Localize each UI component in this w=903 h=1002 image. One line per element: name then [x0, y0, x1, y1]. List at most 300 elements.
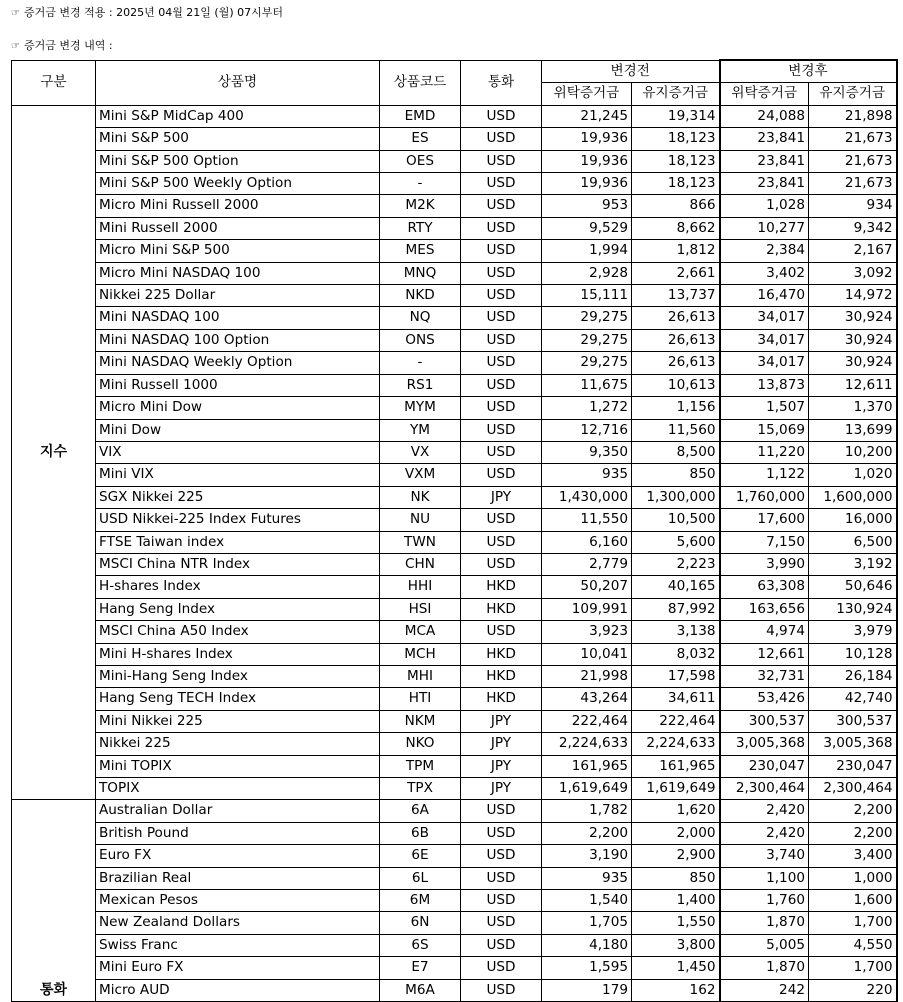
before-initial-margin-cell: 50,207 — [542, 576, 632, 598]
after-maintenance-margin-cell: 3,092 — [809, 262, 897, 284]
product-code-cell: EMD — [380, 105, 461, 127]
after-initial-margin-cell: 1,760,000 — [720, 486, 809, 508]
table-row — [12, 621, 897, 643]
before-initial-margin-cell: 935 — [542, 464, 632, 486]
table-header — [12, 60, 897, 105]
table-row — [12, 464, 897, 486]
currency-cell: HKD — [461, 576, 542, 598]
after-initial-margin-cell: 10,277 — [720, 217, 809, 239]
currency-cell: HKD — [461, 665, 542, 687]
before-maintenance-margin-cell: 1,812 — [632, 240, 720, 262]
before-initial-margin-cell: 9,350 — [542, 441, 632, 463]
after-initial-margin-cell: 24,088 — [720, 105, 809, 127]
currency-cell: HKD — [461, 688, 542, 710]
before-initial-margin-cell: 12,716 — [542, 419, 632, 441]
currency-cell: USD — [461, 374, 542, 396]
before-initial-margin-cell: 19,936 — [542, 128, 632, 150]
before-maintenance-margin-cell: 161,965 — [632, 755, 720, 777]
after-maintenance-margin-cell: 14,972 — [809, 285, 897, 307]
after-maintenance-margin-cell: 1,600 — [809, 890, 897, 912]
table-row — [12, 352, 897, 374]
currency-cell: USD — [461, 262, 542, 284]
before-maintenance-margin-cell: 40,165 — [632, 576, 720, 598]
after-maintenance-margin-cell: 3,192 — [809, 553, 897, 575]
effective-date-note — [11, 6, 283, 21]
product-code-cell: - — [380, 352, 461, 374]
product-name-cell: FTSE Taiwan index — [96, 531, 380, 553]
product-name-cell: Mini Nikkei 225 — [96, 710, 380, 732]
currency-cell: HKD — [461, 643, 542, 665]
before-maintenance-margin-cell: 850 — [632, 464, 720, 486]
currency-cell: USD — [461, 217, 542, 239]
product-code-cell: NQ — [380, 307, 461, 329]
after-initial-margin-cell: 300,537 — [720, 710, 809, 732]
product-name-cell: Micro AUD — [96, 979, 380, 1001]
currency-cell: USD — [461, 128, 542, 150]
before-initial-margin-cell: 1,705 — [542, 912, 632, 934]
before-initial-margin-cell: 2,779 — [542, 553, 632, 575]
currency-cell: USD — [461, 105, 542, 127]
table-row — [12, 307, 897, 329]
table-row — [12, 509, 897, 531]
currency-cell: USD — [461, 352, 542, 374]
table-row — [12, 867, 897, 889]
table-row — [12, 329, 897, 351]
product-code-cell: VXM — [380, 464, 461, 486]
after-maintenance-margin-cell: 6,500 — [809, 531, 897, 553]
after-initial-margin-cell: 242 — [720, 979, 809, 1001]
after-maintenance-margin-cell: 26,184 — [809, 665, 897, 687]
before-initial-margin-cell: 953 — [542, 195, 632, 217]
after-initial-margin-cell: 2,420 — [720, 822, 809, 844]
currency-cell: JPY — [461, 486, 542, 508]
pointing-hand-icon: ☞ — [11, 41, 20, 52]
product-name-cell: Hang Seng TECH Index — [96, 688, 380, 710]
table-row — [12, 665, 897, 687]
before-maintenance-margin-cell: 11,560 — [632, 419, 720, 441]
product-code-cell: M6A — [380, 979, 461, 1001]
after-initial-margin-cell: 32,731 — [720, 665, 809, 687]
before-maintenance-margin-cell: 2,223 — [632, 553, 720, 575]
after-maintenance-margin-cell: 9,342 — [809, 217, 897, 239]
header-before: 변경전 — [542, 60, 720, 83]
currency-cell: USD — [461, 285, 542, 307]
table-row — [12, 195, 897, 217]
effective-date-text: 증거금 변경 적용 : 2025년 04월 21일 (월) 07시부터 — [24, 6, 284, 19]
before-initial-margin-cell: 6,160 — [542, 531, 632, 553]
table-row — [12, 262, 897, 284]
before-initial-margin-cell: 21,245 — [542, 105, 632, 127]
header-currency: 통화 — [461, 60, 542, 105]
table-row — [12, 710, 897, 732]
currency-cell: USD — [461, 800, 542, 822]
before-initial-margin-cell: 15,111 — [542, 285, 632, 307]
after-maintenance-margin-cell: 30,924 — [809, 307, 897, 329]
before-initial-margin-cell: 179 — [542, 979, 632, 1001]
after-initial-margin-cell: 230,047 — [720, 755, 809, 777]
before-initial-margin-cell: 1,782 — [542, 800, 632, 822]
before-maintenance-margin-cell: 1,619,649 — [632, 778, 720, 800]
after-initial-margin-cell: 16,470 — [720, 285, 809, 307]
table-row — [12, 822, 897, 844]
product-code-cell: OES — [380, 150, 461, 172]
after-initial-margin-cell: 53,426 — [720, 688, 809, 710]
change-details-text: 증거금 변경 내역 : — [24, 39, 113, 52]
before-maintenance-margin-cell: 2,000 — [632, 822, 720, 844]
before-initial-margin-cell: 43,264 — [542, 688, 632, 710]
currency-cell: JPY — [461, 778, 542, 800]
before-maintenance-margin-cell: 18,123 — [632, 173, 720, 195]
after-maintenance-margin-cell: 21,673 — [809, 128, 897, 150]
product-code-cell: CHN — [380, 553, 461, 575]
table-row — [12, 934, 897, 956]
product-code-cell: MNQ — [380, 262, 461, 284]
currency-cell: USD — [461, 329, 542, 351]
product-code-cell: ES — [380, 128, 461, 150]
product-code-cell: HHI — [380, 576, 461, 598]
table-row — [12, 553, 897, 575]
before-initial-margin-cell: 29,275 — [542, 329, 632, 351]
after-maintenance-margin-cell: 42,740 — [809, 688, 897, 710]
after-initial-margin-cell: 23,841 — [720, 173, 809, 195]
pointing-hand-icon: ☞ — [11, 8, 20, 19]
after-initial-margin-cell: 5,005 — [720, 934, 809, 956]
table-body — [12, 105, 897, 1001]
product-name-cell: Nikkei 225 Dollar — [96, 285, 380, 307]
before-maintenance-margin-cell: 3,800 — [632, 934, 720, 956]
after-initial-margin-cell: 3,740 — [720, 845, 809, 867]
product-code-cell: NK — [380, 486, 461, 508]
after-initial-margin-cell: 163,656 — [720, 598, 809, 620]
after-maintenance-margin-cell: 4,550 — [809, 934, 897, 956]
product-code-cell: NU — [380, 509, 461, 531]
currency-cell: USD — [461, 195, 542, 217]
after-maintenance-margin-cell: 1,020 — [809, 464, 897, 486]
product-name-cell: USD Nikkei-225 Index Futures — [96, 509, 380, 531]
header-product-code: 상품코드 — [380, 60, 461, 105]
before-maintenance-margin-cell: 34,611 — [632, 688, 720, 710]
header-product-name: 상품명 — [96, 60, 380, 105]
after-maintenance-margin-cell: 130,924 — [809, 598, 897, 620]
after-maintenance-margin-cell: 220 — [809, 979, 897, 1001]
before-initial-margin-cell: 1,430,000 — [542, 486, 632, 508]
table-row — [12, 576, 897, 598]
product-code-cell: M2K — [380, 195, 461, 217]
after-maintenance-margin-cell: 1,700 — [809, 957, 897, 979]
before-maintenance-margin-cell: 3,138 — [632, 621, 720, 643]
before-initial-margin-cell: 4,180 — [542, 934, 632, 956]
after-maintenance-margin-cell: 300,537 — [809, 710, 897, 732]
after-maintenance-margin-cell: 12,611 — [809, 374, 897, 396]
table-row — [12, 486, 897, 508]
after-maintenance-margin-cell: 3,400 — [809, 845, 897, 867]
category-cell: 통화 — [12, 800, 96, 1002]
currency-cell: USD — [461, 307, 542, 329]
after-initial-margin-cell: 17,600 — [720, 509, 809, 531]
currency-cell: USD — [461, 509, 542, 531]
product-code-cell: 6N — [380, 912, 461, 934]
currency-cell: USD — [461, 553, 542, 575]
after-initial-margin-cell: 7,150 — [720, 531, 809, 553]
before-initial-margin-cell: 29,275 — [542, 352, 632, 374]
product-code-cell: ONS — [380, 329, 461, 351]
product-code-cell: 6M — [380, 890, 461, 912]
before-maintenance-margin-cell: 1,550 — [632, 912, 720, 934]
product-name-cell: Brazilian Real — [96, 867, 380, 889]
before-maintenance-margin-cell: 866 — [632, 195, 720, 217]
product-code-cell: NKD — [380, 285, 461, 307]
after-initial-margin-cell: 23,841 — [720, 128, 809, 150]
before-maintenance-margin-cell: 2,900 — [632, 845, 720, 867]
before-initial-margin-cell: 3,923 — [542, 621, 632, 643]
before-initial-margin-cell: 1,540 — [542, 890, 632, 912]
after-initial-margin-cell: 1,028 — [720, 195, 809, 217]
product-name-cell: Mini TOPIX — [96, 755, 380, 777]
before-maintenance-margin-cell: 18,123 — [632, 128, 720, 150]
table-row — [12, 397, 897, 419]
product-code-cell: MHI — [380, 665, 461, 687]
table-row — [12, 419, 897, 441]
product-code-cell: RS1 — [380, 374, 461, 396]
after-maintenance-margin-cell: 2,300,464 — [809, 778, 897, 800]
currency-cell: USD — [461, 934, 542, 956]
header-after-maintenance-margin: 유지증거금 — [809, 83, 897, 105]
table-row — [12, 150, 897, 172]
product-code-cell: VX — [380, 441, 461, 463]
after-initial-margin-cell: 2,300,464 — [720, 778, 809, 800]
before-initial-margin-cell: 2,200 — [542, 822, 632, 844]
product-name-cell: Mini S&P 500 Option — [96, 150, 380, 172]
table-row — [12, 957, 897, 979]
product-name-cell: Mini Euro FX — [96, 957, 380, 979]
after-maintenance-margin-cell: 10,128 — [809, 643, 897, 665]
product-name-cell: British Pound — [96, 822, 380, 844]
table-row — [12, 240, 897, 262]
currency-cell: USD — [461, 531, 542, 553]
after-initial-margin-cell: 1,760 — [720, 890, 809, 912]
product-code-cell: TPM — [380, 755, 461, 777]
before-maintenance-margin-cell: 5,600 — [632, 531, 720, 553]
before-maintenance-margin-cell: 1,450 — [632, 957, 720, 979]
product-name-cell: Australian Dollar — [96, 800, 380, 822]
header-before-maintenance-margin: 유지증거금 — [632, 83, 720, 105]
after-maintenance-margin-cell: 2,200 — [809, 800, 897, 822]
after-initial-margin-cell: 1,507 — [720, 397, 809, 419]
change-details-note — [11, 39, 113, 54]
table-row — [12, 374, 897, 396]
after-maintenance-margin-cell: 21,673 — [809, 150, 897, 172]
product-name-cell: Micro Mini Dow — [96, 397, 380, 419]
before-maintenance-margin-cell: 13,737 — [632, 285, 720, 307]
product-name-cell: Mini Russell 2000 — [96, 217, 380, 239]
after-initial-margin-cell: 4,974 — [720, 621, 809, 643]
after-initial-margin-cell: 34,017 — [720, 329, 809, 351]
table-row — [12, 285, 897, 307]
product-name-cell: Mini Dow — [96, 419, 380, 441]
before-maintenance-margin-cell: 26,613 — [632, 352, 720, 374]
before-maintenance-margin-cell: 8,032 — [632, 643, 720, 665]
before-initial-margin-cell: 161,965 — [542, 755, 632, 777]
table-row — [12, 128, 897, 150]
product-name-cell: Micro Mini S&P 500 — [96, 240, 380, 262]
table-row — [12, 688, 897, 710]
before-initial-margin-cell: 29,275 — [542, 307, 632, 329]
currency-cell: JPY — [461, 710, 542, 732]
after-maintenance-margin-cell: 2,167 — [809, 240, 897, 262]
product-code-cell: - — [380, 173, 461, 195]
product-name-cell: Mini-Hang Seng Index — [96, 665, 380, 687]
product-name-cell: Mini NASDAQ Weekly Option — [96, 352, 380, 374]
category-cell: 지수 — [12, 105, 96, 800]
before-maintenance-margin-cell: 162 — [632, 979, 720, 1001]
product-name-cell: MSCI China A50 Index — [96, 621, 380, 643]
product-code-cell: TWN — [380, 531, 461, 553]
currency-cell: USD — [461, 621, 542, 643]
after-maintenance-margin-cell: 30,924 — [809, 352, 897, 374]
currency-cell: USD — [461, 397, 542, 419]
table-row — [12, 173, 897, 195]
after-maintenance-margin-cell: 1,000 — [809, 867, 897, 889]
before-initial-margin-cell: 2,224,633 — [542, 733, 632, 755]
after-initial-margin-cell: 3,402 — [720, 262, 809, 284]
before-initial-margin-cell: 10,041 — [542, 643, 632, 665]
before-maintenance-margin-cell: 87,992 — [632, 598, 720, 620]
after-initial-margin-cell: 2,420 — [720, 800, 809, 822]
currency-cell: USD — [461, 173, 542, 195]
product-name-cell: Micro Mini Russell 2000 — [96, 195, 380, 217]
currency-cell: USD — [461, 957, 542, 979]
currency-cell: USD — [461, 867, 542, 889]
before-initial-margin-cell: 1,595 — [542, 957, 632, 979]
after-maintenance-margin-cell: 21,673 — [809, 173, 897, 195]
table-row — [12, 217, 897, 239]
product-code-cell: HTI — [380, 688, 461, 710]
product-name-cell: H-shares Index — [96, 576, 380, 598]
before-maintenance-margin-cell: 2,224,633 — [632, 733, 720, 755]
product-code-cell: 6B — [380, 822, 461, 844]
after-maintenance-margin-cell: 1,600,000 — [809, 486, 897, 508]
table-row — [12, 979, 897, 1001]
before-initial-margin-cell: 1,994 — [542, 240, 632, 262]
after-maintenance-margin-cell: 21,898 — [809, 105, 897, 127]
product-name-cell: VIX — [96, 441, 380, 463]
product-code-cell: YM — [380, 419, 461, 441]
product-name-cell: New Zealand Dollars — [96, 912, 380, 934]
before-maintenance-margin-cell: 10,613 — [632, 374, 720, 396]
after-maintenance-margin-cell: 3,979 — [809, 621, 897, 643]
before-initial-margin-cell: 1,619,649 — [542, 778, 632, 800]
before-maintenance-margin-cell: 26,613 — [632, 307, 720, 329]
currency-cell: USD — [461, 979, 542, 1001]
product-name-cell: Euro FX — [96, 845, 380, 867]
after-initial-margin-cell: 3,005,368 — [720, 733, 809, 755]
table-row — [12, 733, 897, 755]
after-initial-margin-cell: 2,384 — [720, 240, 809, 262]
product-name-cell: Mini S&P 500 — [96, 128, 380, 150]
product-code-cell: NKM — [380, 710, 461, 732]
before-initial-margin-cell: 2,928 — [542, 262, 632, 284]
product-name-cell: Mini NASDAQ 100 Option — [96, 329, 380, 351]
after-initial-margin-cell: 1,870 — [720, 957, 809, 979]
table-row — [12, 755, 897, 777]
after-initial-margin-cell: 1,122 — [720, 464, 809, 486]
currency-cell: USD — [461, 419, 542, 441]
product-name-cell: Mini H-shares Index — [96, 643, 380, 665]
before-maintenance-margin-cell: 8,662 — [632, 217, 720, 239]
product-code-cell: MCH — [380, 643, 461, 665]
table-row — [12, 912, 897, 934]
before-initial-margin-cell: 222,464 — [542, 710, 632, 732]
after-initial-margin-cell: 34,017 — [720, 307, 809, 329]
before-initial-margin-cell: 109,991 — [542, 598, 632, 620]
after-maintenance-margin-cell: 1,370 — [809, 397, 897, 419]
after-initial-margin-cell: 13,873 — [720, 374, 809, 396]
product-name-cell: Mexican Pesos — [96, 890, 380, 912]
currency-cell: USD — [461, 240, 542, 262]
margin-change-table — [11, 59, 898, 1002]
before-maintenance-margin-cell: 2,661 — [632, 262, 720, 284]
before-maintenance-margin-cell: 1,620 — [632, 800, 720, 822]
product-code-cell: MCA — [380, 621, 461, 643]
after-maintenance-margin-cell: 13,699 — [809, 419, 897, 441]
header-category: 구분 — [12, 60, 96, 105]
before-maintenance-margin-cell: 17,598 — [632, 665, 720, 687]
before-initial-margin-cell: 21,998 — [542, 665, 632, 687]
product-name-cell: Mini S&P MidCap 400 — [96, 105, 380, 127]
after-initial-margin-cell: 12,661 — [720, 643, 809, 665]
before-maintenance-margin-cell: 222,464 — [632, 710, 720, 732]
product-name-cell: Mini Russell 1000 — [96, 374, 380, 396]
currency-cell: USD — [461, 845, 542, 867]
after-initial-margin-cell: 23,841 — [720, 150, 809, 172]
table-row — [12, 598, 897, 620]
after-initial-margin-cell: 63,308 — [720, 576, 809, 598]
product-code-cell: TPX — [380, 778, 461, 800]
before-initial-margin-cell: 1,272 — [542, 397, 632, 419]
before-maintenance-margin-cell: 1,400 — [632, 890, 720, 912]
product-code-cell: NKO — [380, 733, 461, 755]
product-code-cell: 6E — [380, 845, 461, 867]
before-initial-margin-cell: 19,936 — [542, 173, 632, 195]
product-name-cell: TOPIX — [96, 778, 380, 800]
currency-cell: USD — [461, 150, 542, 172]
table-row — [12, 105, 897, 127]
before-maintenance-margin-cell: 8,500 — [632, 441, 720, 463]
product-name-cell: Mini NASDAQ 100 — [96, 307, 380, 329]
before-initial-margin-cell: 19,936 — [542, 150, 632, 172]
before-maintenance-margin-cell: 19,314 — [632, 105, 720, 127]
table-row — [12, 800, 897, 822]
product-code-cell: MES — [380, 240, 461, 262]
currency-cell: JPY — [461, 755, 542, 777]
table-row — [12, 845, 897, 867]
currency-cell: USD — [461, 890, 542, 912]
after-maintenance-margin-cell: 934 — [809, 195, 897, 217]
product-code-cell: 6A — [380, 800, 461, 822]
after-initial-margin-cell: 1,870 — [720, 912, 809, 934]
after-initial-margin-cell: 11,220 — [720, 441, 809, 463]
table-row — [12, 890, 897, 912]
product-code-cell: 6S — [380, 934, 461, 956]
after-maintenance-margin-cell: 230,047 — [809, 755, 897, 777]
table-row — [12, 643, 897, 665]
table-row — [12, 531, 897, 553]
after-initial-margin-cell: 15,069 — [720, 419, 809, 441]
before-maintenance-margin-cell: 1,156 — [632, 397, 720, 419]
before-initial-margin-cell: 11,550 — [542, 509, 632, 531]
after-initial-margin-cell: 34,017 — [720, 352, 809, 374]
after-maintenance-margin-cell: 10,200 — [809, 441, 897, 463]
